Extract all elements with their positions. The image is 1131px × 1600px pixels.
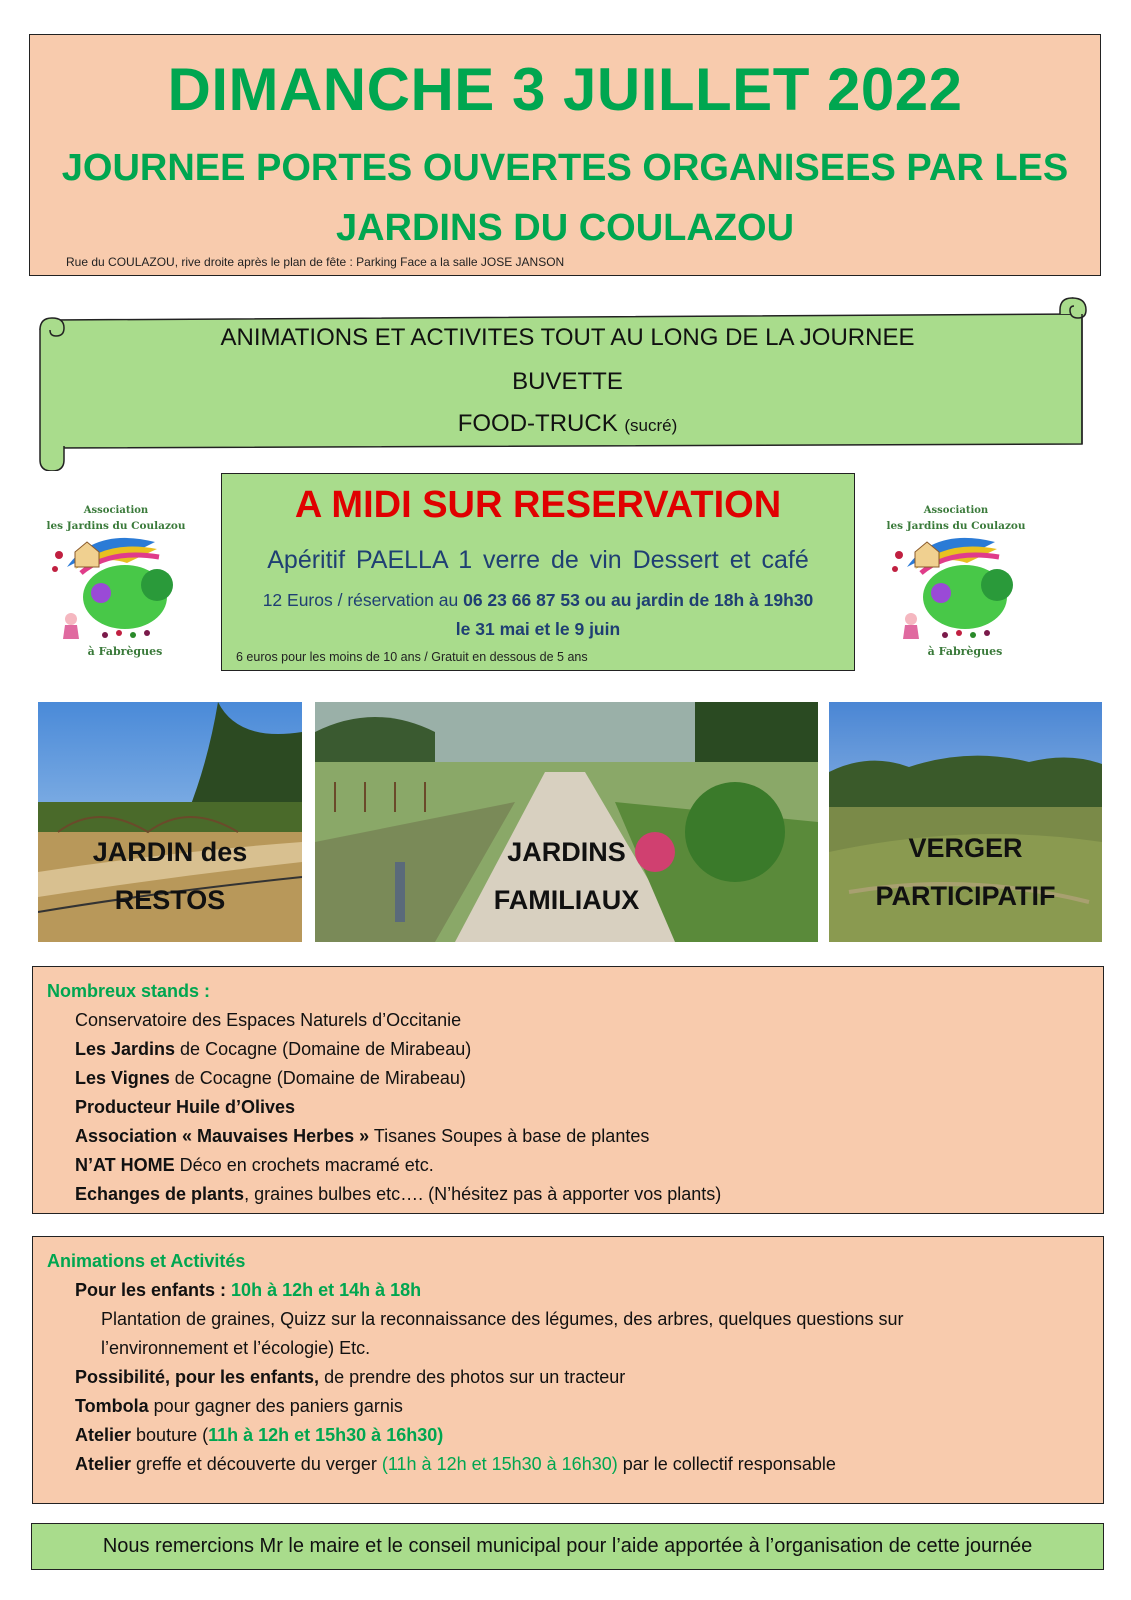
photo-familiaux-caption-line1: JARDINS	[507, 837, 626, 867]
header-box	[29, 34, 1101, 276]
activity-greffe	[75, 1454, 836, 1475]
reservation-phone: 06 23 66 87 53 ou au jardin de 18h à 19h30	[463, 590, 814, 610]
scroll-banner	[30, 296, 1105, 471]
reservation-box	[221, 473, 855, 671]
logo-text-town: à Fabrègues	[87, 645, 163, 658]
stand-item-bold: Association « Mauvaises Herbes »	[75, 1126, 370, 1146]
activity-greffe-tail: par le collectif responsable	[617, 1454, 836, 1474]
stand-item	[75, 1097, 295, 1118]
thanks-banner: Nous remercions Mr le maire et le conseil municipal pour l’aide apportée à l’organisation de cette journée	[31, 1523, 1104, 1570]
stands-title: Nombreux stands :	[47, 981, 211, 1001]
photo-restos-caption-line1: JARDIN des	[92, 837, 248, 867]
logo-text-name-right: les Jardins du Coulazou	[886, 520, 1026, 532]
activity-bouture-hours: 11h à 12h et 15h30 à 16h30)	[208, 1425, 444, 1445]
photo-jardin-des-restos	[38, 702, 302, 942]
activity-greffe-hours: (11h à 12h et 15h30 à 16h30)	[381, 1454, 618, 1474]
logo-text-name: les Jardins du Coulazou	[46, 520, 186, 532]
photo-verger-caption-line1: VERGER	[908, 833, 1023, 863]
stand-item	[75, 1126, 649, 1147]
reservation-title: A MIDI SUR RESERVATION	[294, 484, 782, 526]
activity-kids-desc2: l’environnement et l’écologie) Etc.	[101, 1338, 371, 1358]
activity-bouture-text: bouture (	[131, 1425, 209, 1445]
activity-bouture-bold: Atelier	[75, 1425, 132, 1445]
activity-kids-label: Pour les enfants :	[75, 1280, 232, 1300]
stand-item-text: Déco en crochets macramé etc.	[174, 1155, 434, 1175]
stand-item-text: Conservatoire des Espaces Naturels d’Occitanie	[75, 1010, 462, 1030]
reservation-menu: Apéritif PAELLA 1 verre de vin Dessert et café	[267, 546, 809, 574]
stand-item-bold: Les Vignes	[75, 1068, 170, 1088]
activity-tractor-bold: Possibilité, pour les enfants,	[75, 1367, 320, 1387]
animations-title: Animations et Activités	[47, 1251, 246, 1271]
animations-box	[32, 1236, 1104, 1504]
event-subtitle-line1: JOURNEE PORTES OUVERTES ORGANISEES PAR LES	[61, 147, 1069, 189]
logo-text-association-right: Association	[923, 505, 989, 516]
stand-item-bold: N’AT HOME	[75, 1155, 175, 1175]
activity-tombola	[75, 1396, 403, 1417]
photo-verger-participatif	[829, 702, 1102, 942]
stand-item-text: Tisanes Soupes à base de plantes	[369, 1126, 650, 1146]
activity-tractor	[75, 1367, 625, 1388]
event-address: Rue du COULAZOU, rive droite après le plan de fête : Parking Face a la salle JOSE JANSON	[66, 255, 565, 269]
photo-restos-caption-line2: RESTOS	[114, 885, 226, 915]
activity-bouture	[75, 1425, 443, 1446]
event-date: DIMANCHE 3 JUILLET 2022	[167, 56, 963, 123]
association-logo-right	[885, 497, 1027, 662]
stand-item-bold: Producteur Huile d’Olives	[75, 1097, 296, 1117]
banner-line-buvette: BUVETTE	[512, 368, 623, 395]
activity-greffe-bold: Atelier	[75, 1454, 132, 1474]
reservation-kids-price: 6 euros pour les moins de 10 ans / Gratuit en dessous de 5 ans	[236, 650, 588, 664]
activity-greffe-text: greffe et découverte du verger	[131, 1454, 382, 1474]
activity-tombola-text: pour gagner des paniers garnis	[148, 1396, 403, 1416]
reservation-price-prefix: 12 Euros / réservation au	[262, 590, 464, 610]
foodtruck-label: FOOD-TRUCK	[457, 410, 618, 437]
reservation-dates: le 31 mai et le 9 juin	[455, 619, 621, 639]
photo-jardins-familiaux	[315, 702, 818, 942]
stand-item-bold: Les Jardins	[75, 1039, 176, 1059]
stand-item-text: de Cocagne (Domaine de Mirabeau)	[169, 1068, 466, 1088]
stand-item-text: de Cocagne (Domaine de Mirabeau)	[175, 1039, 472, 1059]
activity-kids-desc1: Plantation de graines, Quizz sur la reconnaissance des légumes, des arbres, quelques questions sur	[101, 1309, 904, 1329]
stand-item	[75, 1184, 721, 1205]
stand-item	[75, 1155, 434, 1176]
event-subtitle-line2: JARDINS DU COULAZOU	[335, 207, 795, 249]
stand-item	[75, 1010, 461, 1031]
banner-line-foodtruck	[70, 410, 1065, 438]
activity-tractor-text: de prendre des photos sur un tracteur	[319, 1367, 626, 1387]
stands-box	[32, 966, 1104, 1214]
stand-item	[75, 1039, 471, 1060]
logo-text-town-right: à Fabrègues	[927, 645, 1003, 658]
stand-item-bold: Echanges de plants	[75, 1184, 245, 1204]
reservation-price	[222, 590, 854, 611]
association-logo-left	[45, 497, 187, 662]
foodtruck-note: (sucré)	[624, 416, 678, 435]
activity-kids	[75, 1280, 421, 1301]
banner-line-animations: ANIMATIONS ET ACTIVITES TOUT AU LONG DE LA JOURNEE	[220, 324, 915, 351]
activity-kids-hours: 10h à 12h et 14h à 18h	[231, 1280, 422, 1300]
photo-verger-caption-line2: PARTICIPATIF	[875, 881, 1056, 911]
photo-familiaux-caption-line2: FAMILIAUX	[493, 885, 640, 915]
activity-tombola-bold: Tombola	[75, 1396, 149, 1416]
stand-item-text: , graines bulbes etc…. (N’hésitez pas à apporter vos plants)	[244, 1184, 722, 1204]
logo-text-association: Association	[83, 505, 149, 516]
stand-item	[75, 1068, 466, 1089]
